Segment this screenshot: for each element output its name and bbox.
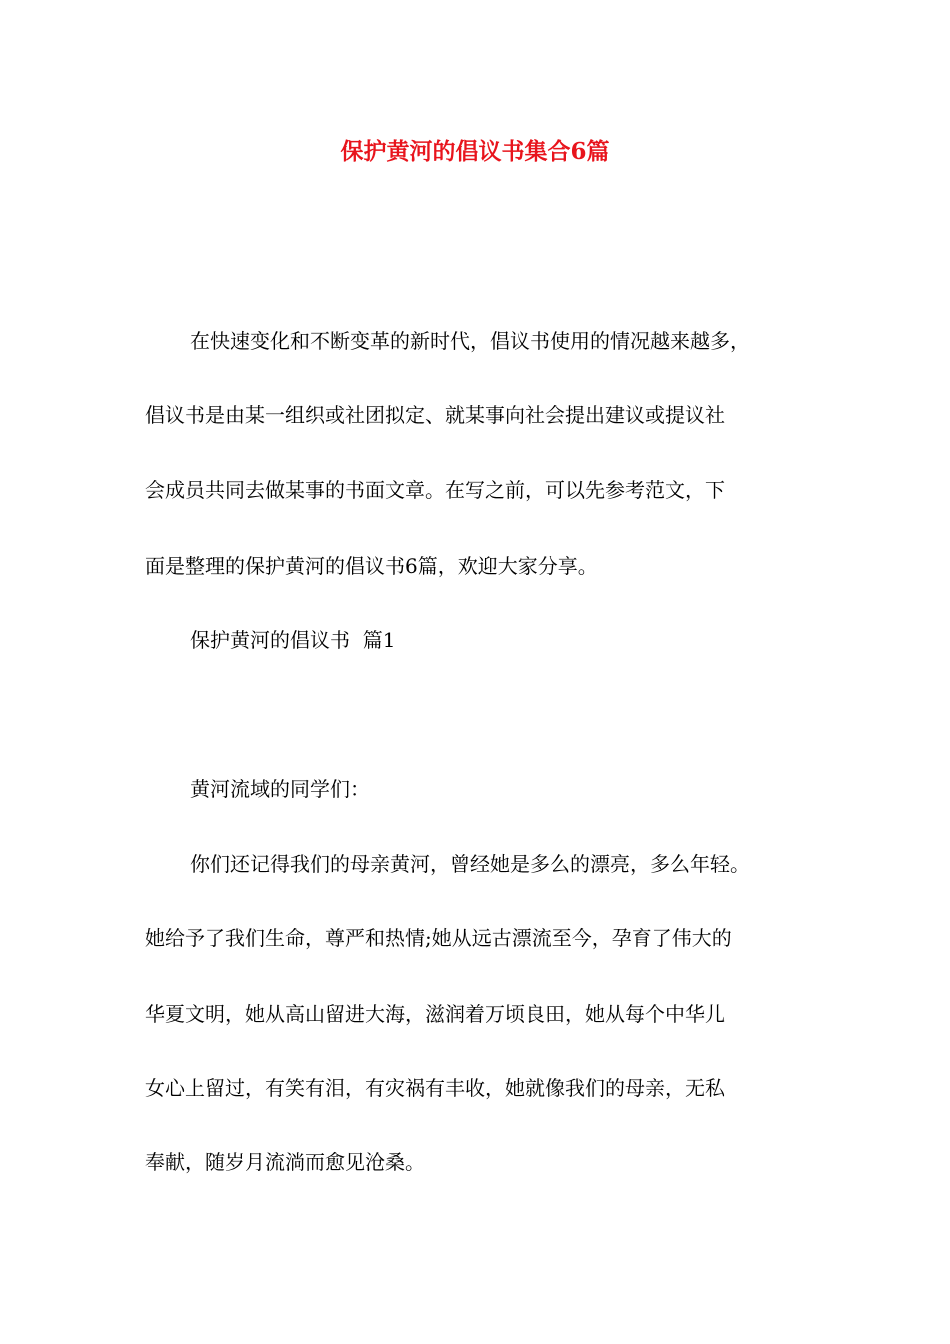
paragraph-line: 她给予了我们生命，尊严和热情;她从远古漂流至今，孕育了伟大的 (145, 926, 732, 950)
section-heading: 保护黄河的倡议书 篇1 (190, 628, 396, 652)
salutation: 黄河流域的同学们： (190, 777, 370, 801)
paragraph-line: 奉献，随岁月流淌而愈见沧桑。 (145, 1150, 425, 1174)
paragraph-line: 华夏文明，她从高山留进大海，滋润着万顷良田，她从每个中华儿 (145, 1002, 725, 1026)
paragraph-line: 会成员共同去做某事的书面文章。在写之前，可以先参考范文，下 (145, 478, 725, 502)
paragraph-line: 倡议书是由某一组织或社团拟定、就某事向社会提出建议或提议社 (145, 403, 725, 427)
paragraph-line: 你们还记得我们的母亲黄河，曾经她是多么的漂亮，多么年轻。 (190, 852, 750, 876)
paragraph-line: 面是整理的保护黄河的倡议书6篇，欢迎大家分享。 (145, 554, 598, 578)
document-title: 保护黄河的倡议书集合6篇 (340, 138, 610, 165)
paragraph-line: 在快速变化和不断变革的新时代，倡议书使用的情况越来越多， (190, 329, 750, 353)
paragraph-line: 女心上留过，有笑有泪，有灾祸有丰收，她就像我们的母亲，无私 (145, 1076, 725, 1100)
